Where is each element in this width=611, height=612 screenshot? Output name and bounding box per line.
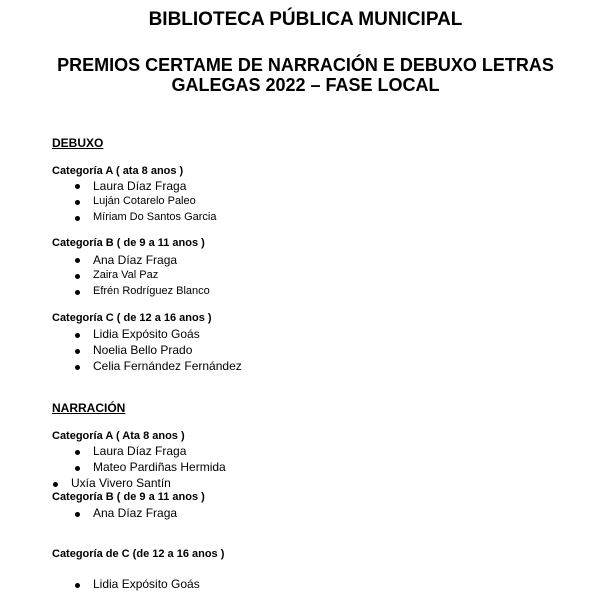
bullet-icon	[75, 200, 80, 205]
bullet-icon	[75, 184, 80, 189]
winner-name: Celia Fernández Fernández	[93, 359, 242, 373]
winner-name: Uxía Vivero Santín	[71, 476, 171, 490]
section-heading-debuxo: DEBUXO	[52, 136, 104, 150]
winner-name: Lidia Expósito Goás	[93, 577, 200, 591]
winner-name: Laura Díaz Fraga	[93, 179, 187, 193]
bullet-icon	[75, 450, 80, 455]
bullet-icon	[75, 333, 80, 338]
section-heading-narracion: NARRACIÓN	[52, 401, 126, 415]
page-title: BIBLIOTECA PÚBLICA MUNICIPAL	[148, 9, 463, 30]
page-subtitle-line-2: GALEGAS 2022 – FASE LOCAL	[171, 75, 440, 95]
category-label: Categoría A ( Ata 8 anos )	[52, 430, 185, 442]
bullet-icon	[75, 466, 80, 471]
winner-name: Ana Díaz Fraga	[93, 506, 178, 520]
winner-name: Laura Díaz Fraga	[93, 444, 187, 458]
bullet-icon	[53, 482, 58, 487]
bullet-icon	[75, 512, 80, 517]
bullet-icon	[75, 258, 80, 263]
category-label: Categoría C ( de 12 a 16 anos )	[52, 312, 212, 324]
category-label: Categoría B ( de 9 a 11 anos )	[52, 237, 205, 249]
bullet-icon	[75, 216, 80, 221]
bullet-icon	[75, 583, 80, 588]
bullet-icon	[75, 349, 80, 354]
bullet-icon	[75, 290, 80, 295]
winner-name: Mateo Pardiñas Hermida	[93, 460, 226, 474]
bullet-icon	[75, 274, 80, 279]
winner-name: Lidia Expósito Goás	[93, 327, 200, 341]
winner-name: Zaira Val Paz	[93, 269, 159, 281]
category-label: Categoría de C (de 12 a 16 anos )	[52, 548, 225, 560]
winner-name: Efrén Rodríguez Blanco	[93, 285, 210, 297]
category-label: Categoría B ( de 9 a 11 anos )	[52, 491, 205, 503]
winner-name: Míriam Do Santos Garcia	[93, 211, 217, 223]
page-subtitle-line-1: PREMIOS CERTAME DE NARRACIÓN E DEBUXO LETRAS	[57, 55, 554, 75]
winner-name: Luján Cotarelo Paleo	[93, 195, 196, 207]
winner-name: Ana Díaz Fraga	[93, 253, 178, 267]
winner-name: Noelia Bello Prado	[93, 343, 193, 357]
bullet-icon	[75, 365, 80, 370]
category-label: Categoría A ( ata 8 anos )	[52, 165, 184, 177]
